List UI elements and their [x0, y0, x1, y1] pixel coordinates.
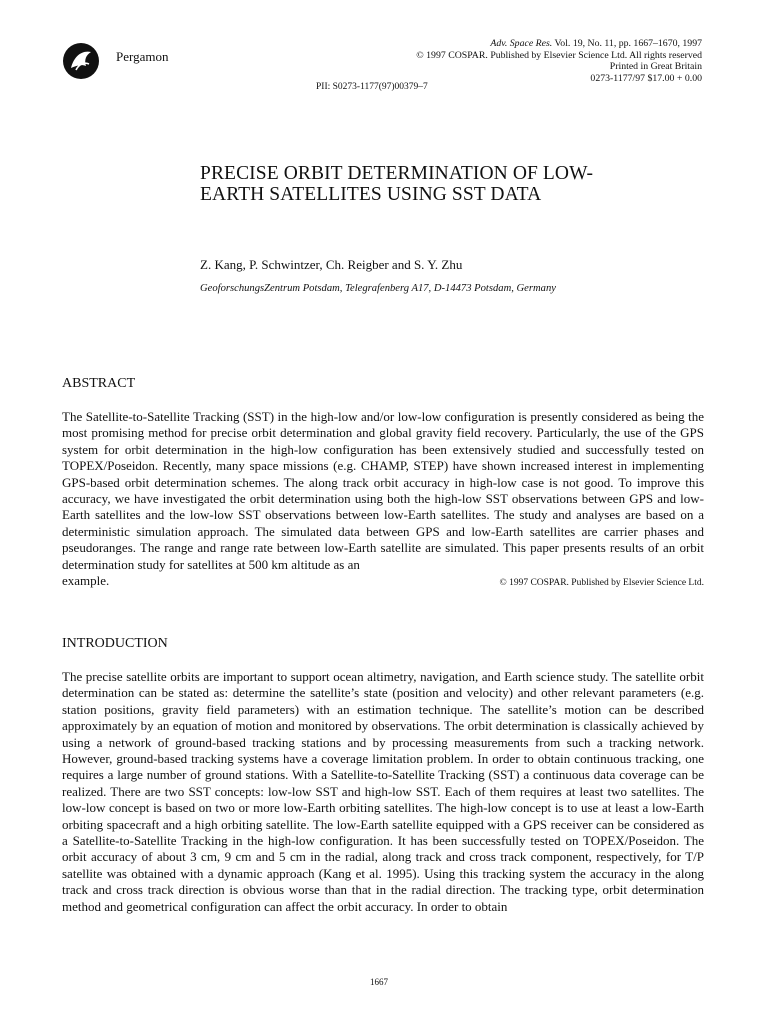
publisher-logo-icon [62, 42, 100, 80]
abstract-last-word: example. [62, 573, 110, 589]
copyright-line: © 1997 COSPAR. Published by Elsevier Science Ltd. All rights reserved [416, 49, 702, 61]
paper-title: PRECISE ORBIT DETERMINATION OF LOW-EARTH SATELLITES USING SST DATA [200, 163, 594, 205]
author-list: Z. Kang, P. Schwintzer, Ch. Reigber and S. Y. Zhu [200, 257, 463, 272]
printed-line: Printed in Great Britain [609, 61, 702, 72]
journal-volume: Vol. 19, No. 11, pp. 1667–1670, 1997 [552, 38, 702, 49]
abstract-heading: ABSTRACT [62, 376, 136, 391]
abstract-text: The Satellite-to-Satellite Tracking (SST) in the high-low and/or low-low configuration is presently considered as being the most promising method for precise orbit determination and global gravity field recovery. Particularly, the use of the GPS system for orbit determination in the high-low configuration has been extensively studied and successfully tested on TOPEX/Poseidon. Recently, many space missions (e.g. CHAMP, STEP) have shown increased interest in implementing GPS-based orbit determination schemes. The along track orbit accuracy in high-low case is not good. To improve this accuracy, we have investigated the orbit determination using both the high-low SST observations between GPS and low-Earth satellites and the low-low SST observations between low-Earth satellites. The study and analyses are based on a deterministic simulation approach. The simulated data between GPS and low-Earth satellites are carrier phases and pseudoranges. The range and range rate between low-Earth satellite are simulated. This paper presents results of an orbit determination study for satellites at 500 km altitude as an [62, 409, 704, 572]
introduction-text: The precise satellite orbits are important to support ocean altimetry, navigation, and Earth science study. The satellite orbit determination can be stated as: determine the satellite’s state (position and velocity) and other relevant parameters (e.g. station positions, gravity field parameters) with an estimation technique. The satellite’s motion can be described approximately by an equation of motion and monitored by observations. The orbit determination is classically achieved by using a network of ground-based tracking stations and by processing measurements from such a tracking network. However, ground-based tracking systems have a coverage limitation problem. In order to obtain continuous tracking, one requires a large number of ground stations. With a Satellite-to-Satellite Tracking (SST) a continuous data coverage can be realized. There are two SST concepts: low-low SST and high-low SST. Each of them requires at least two satellites. The low-low concept is based on two or more low-Earth orbiting satellites. The high-low concept is to use at least a low-Earth orbiting spacecraft and a high orbiting satellite. The low-Earth satellite equipped with a GPS receiver can be considered as a Satellite-to-Satellite Tracking in the high-low configuration. It has been successfully tested on TOPEX/Poseidon. The orbit accuracy of about 3 cm, 9 cm and 5 cm in the radial, along track and cross track component, respectively, for T/P satellite was obtained with a dynamic approach (Kang et al. 1995). Using this tracking system the accuracy in the along track and cross track direction is obvious worse than that in the radial direction. The tracking type, orbit determination method and geometrical configuration can affect the orbit accuracy. In order to obtain [62, 669, 704, 914]
page-number: 1667 [370, 977, 388, 987]
journal-name: Adv. Space Res. [490, 38, 553, 49]
pii-code: PII: S0273-1177(97)00379–7 [316, 82, 428, 92]
abstract-body [62, 409, 704, 591]
publisher-name: Pergamon [116, 49, 169, 64]
price-line: 0273-1177/97 $17.00 + 0.00 [590, 72, 702, 84]
author-affiliation: GeoforschungsZentrum Potsdam, Telegrafenberg A17, D-14473 Potsdam, Germany [200, 283, 556, 294]
abstract-final-line [62, 573, 704, 591]
abstract-copyright: © 1997 COSPAR. Published by Elsevier Science Ltd. [499, 578, 704, 589]
introduction-heading: INTRODUCTION [62, 636, 168, 651]
journal-metadata [372, 38, 702, 84]
